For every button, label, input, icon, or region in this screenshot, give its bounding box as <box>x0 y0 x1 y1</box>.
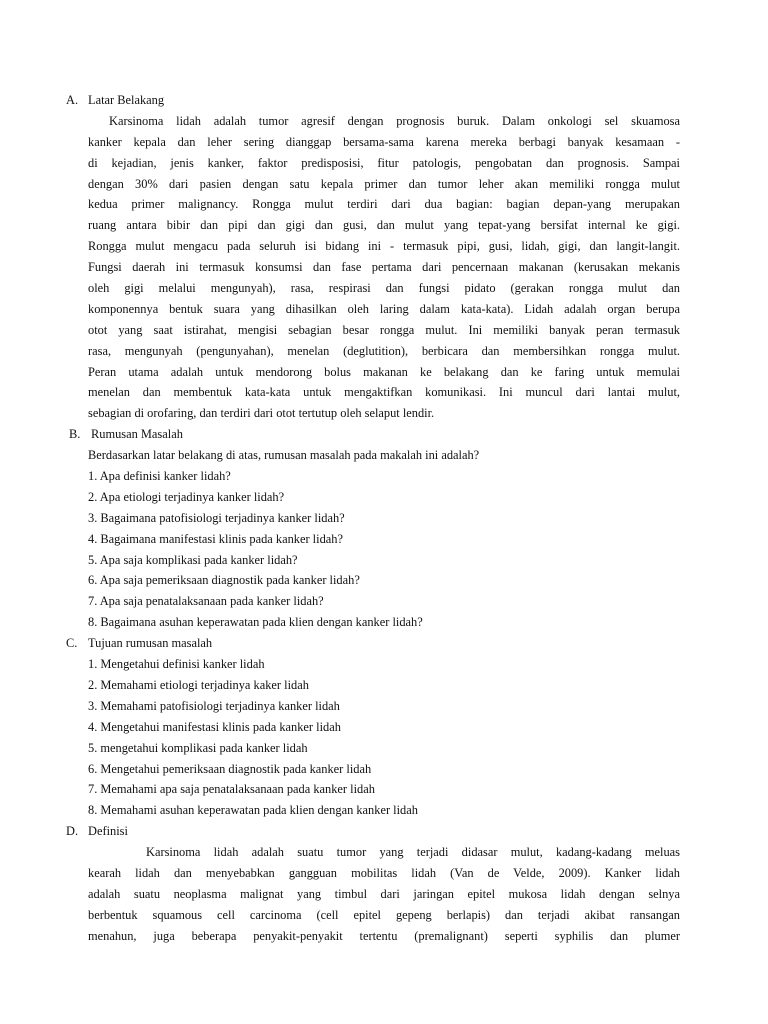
list-item: 4. Bagaimana manifestasi klinis pada kanker lidah? <box>88 531 343 546</box>
paragraph-line: rasa, mengunyah (pengunyahan), menelan (deglutition), berbicara dan membersihkan rongga mulut. <box>88 343 680 358</box>
section-label: B. <box>69 427 81 442</box>
paragraph-line: komponennya bentuk suara yang dihasilkan oleh laring dalam kata-kata). Lidah adalah organ berupa <box>88 301 680 316</box>
paragraph-line: Fungsi daerah ini termasuk konsumsi dan fase pertama dari pencernaan makanan (kerusakan mekanis <box>88 260 680 275</box>
list-item: 6. Mengetahui pemeriksaan diagnostik pada kanker lidah <box>88 761 372 776</box>
paragraph-line: menelan dan membentuk kata-kata untuk mengaktifkan komunikasi. Ini muncul dari lantai mulut, <box>88 385 680 400</box>
list-item: 8. Memahami asuhan keperawatan pada klien dengan kanker lidah <box>88 803 418 818</box>
section-title: Latar Belakang <box>88 93 165 107</box>
list-item: 8. Bagaimana asuhan keperawatan pada klien dengan kanker lidah? <box>88 615 423 630</box>
paragraph-line: sebagian di orofaring, dan terdiri dari otot tertutup oleh selaput lendir. <box>88 406 435 421</box>
list-item: 1. Apa definisi kanker lidah? <box>88 469 231 484</box>
paragraph-line: Peran utama adalah untuk mendorong bolus makanan ke belakang dan ke faring untuk memulai <box>88 364 680 379</box>
list-item: 3. Bagaimana patofisiologi terjadinya kanker lidah? <box>88 510 345 525</box>
section-heading-b <box>66 424 680 445</box>
paragraph-line: dengan 30% dari pasien dengan satu kepala primer dan tumor leher akan memiliki rongga mulut <box>88 176 680 191</box>
paragraph-line: kearah lidah dan menyebabkan gangguan mobilitas lidah (Van de Velde, 2009). Kanker lidah <box>88 865 680 880</box>
paragraph-line: otot yang saat istirahat, mengisi sebagian besar rongga mulut. Ini memiliki banyak peran termasuk <box>88 322 680 337</box>
paragraph-line: Rongga mulut mengacu pada seluruh isi bidang ini - termasuk pipi, gusi, lidah, gigi, dan langit-langit. <box>88 239 680 254</box>
section-label: A. <box>66 93 79 107</box>
paragraph-line: Karsinoma lidah adalah suatu tumor yang terjadi didasar mulut, kadang-kadang meluas <box>146 845 680 860</box>
paragraph-line: adalah suatu neoplasma malignat yang timbul dari jaringan epitel mukosa lidah dengan selnya <box>88 886 680 901</box>
paragraph-line: kanker kepala dan leher sering dianggap bersama-sama karena mereka berbagi banyak kesamaan - <box>88 134 680 149</box>
section-intro: Berdasarkan latar belakang di atas, rumusan masalah pada makalah ini adalah? <box>88 448 480 463</box>
paragraph-line: ruang antara bibir dan pipi dan gigi dan gusi, dan mulut yang tepat-yang bersifat internal ke gigi. <box>88 218 680 233</box>
list-item: 1. Mengetahui definisi kanker lidah <box>88 657 265 672</box>
document-content <box>66 90 680 947</box>
list-item: 2. Apa etiologi terjadinya kanker lidah? <box>88 489 285 504</box>
list-item: 5. mengetahui komplikasi pada kanker lidah <box>88 740 308 755</box>
list-item: 6. Apa saja pemeriksaan diagnostik pada kanker lidah? <box>88 573 360 588</box>
paragraph-line: menahun, juga beberapa penyakit-penyakit tertentu (premalignant) seperti syphilis dan plumer <box>88 928 680 943</box>
list-item: 7. Apa saja penatalaksanaan pada kanker lidah? <box>88 594 324 609</box>
list-item: 3. Memahami patofisiologi terjadinya kanker lidah <box>88 698 340 713</box>
list-item: 4. Mengetahui manifestasi klinis pada kanker lidah <box>88 719 341 734</box>
section-title: Tujuan rumusan masalah <box>88 636 213 651</box>
section-heading-c <box>66 633 680 654</box>
section-heading-a <box>66 90 680 111</box>
section-label: D. <box>66 824 79 839</box>
section-label: C. <box>66 636 78 651</box>
list-item: 7. Memahami apa saja penatalaksanaan pada kanker lidah <box>88 782 375 797</box>
paragraph-line: oleh gigi melalui mengunyah), rasa, respirasi dan fungsi pidato (gerakan rongga mulut dan <box>88 281 680 296</box>
list-item: 2. Memahami etiologi terjadinya kaker lidah <box>88 677 309 692</box>
section-heading-d <box>66 821 680 842</box>
section-title: Definisi <box>88 824 128 839</box>
paragraph-line: kedua primer malignancy. Rongga mulut terdiri dari dua bagian: bagian depan-yang merupakan <box>88 197 680 212</box>
section-title: Rumusan Masalah <box>91 427 183 442</box>
list-item: 5. Apa saja komplikasi pada kanker lidah? <box>88 552 298 567</box>
paragraph-line: di kejadian, jenis kanker, faktor predisposisi, fitur patologis, pengobatan dan prognosis. Sampai <box>88 155 680 170</box>
paragraph-line: berbentuk squamous cell carcinoma (cell epitel gepeng berlapis) dan terjadi akibat ransangan <box>88 907 680 922</box>
paragraph-line: Karsinoma lidah adalah tumor agresif dengan prognosis buruk. Dalam onkologi sel skuamosa <box>109 113 680 128</box>
